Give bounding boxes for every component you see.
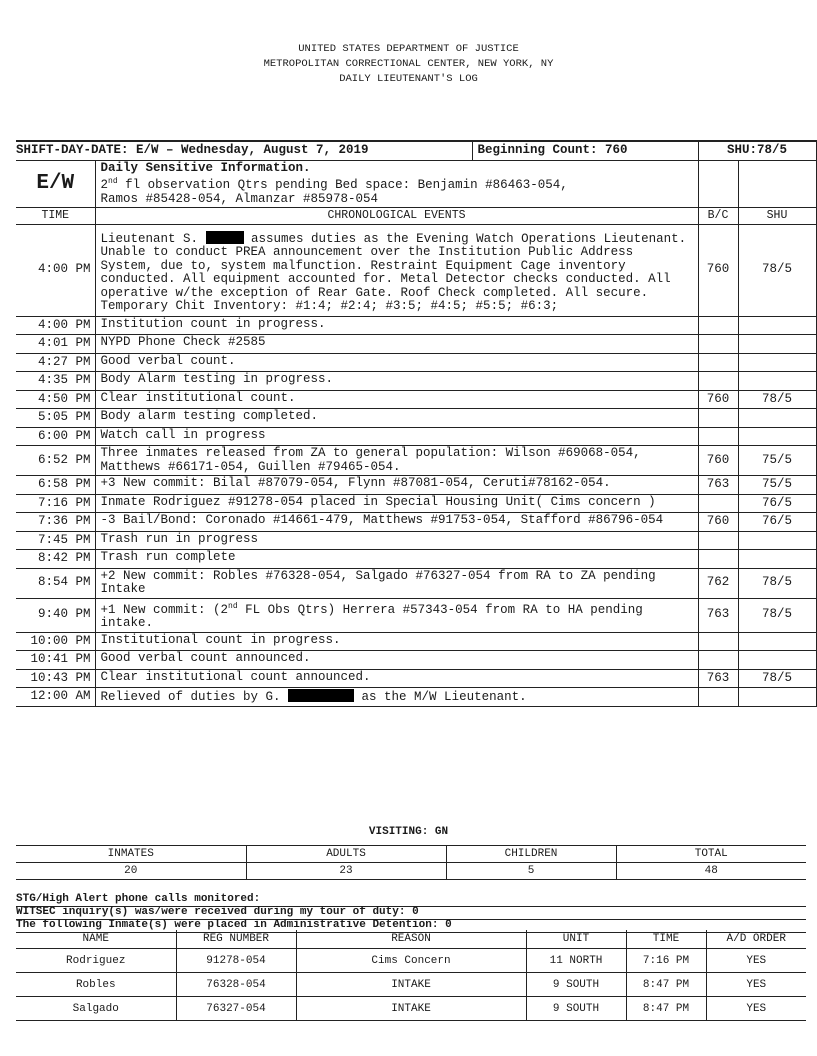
entry-text: Good verbal count. <box>95 353 698 372</box>
entry-text: Body Alarm testing in progress. <box>95 372 698 391</box>
entry-text: Institution count in progress. <box>95 316 698 335</box>
entry-time: 9:40 PM <box>16 598 95 632</box>
blank-cell <box>698 160 738 208</box>
log-entry <box>16 669 816 688</box>
entry-text: Body alarm testing completed. <box>95 409 698 428</box>
log-entry <box>16 651 816 670</box>
ad-cell: INTAKE <box>296 997 526 1021</box>
ad-cell: YES <box>706 973 806 997</box>
sensitive-info <box>95 160 698 208</box>
entry-bc <box>698 316 738 335</box>
entry-bc: 763 <box>698 598 738 632</box>
entry-time: 5:05 PM <box>16 409 95 428</box>
entry-bc: 760 <box>698 513 738 532</box>
entry-text: -3 Bail/Bond: Coronado #14661-479, Matthews #91753-054, Stafford #86796-054 <box>95 513 698 532</box>
shu-count: SHU:78/5 <box>698 141 816 160</box>
entry-bc <box>698 353 738 372</box>
entry-time: 7:45 PM <box>16 531 95 550</box>
log-entry <box>16 390 816 409</box>
entry-time: 7:36 PM <box>16 513 95 532</box>
shift-code: E/W <box>16 160 95 208</box>
entry-text-sup: nd <box>228 601 238 611</box>
ad-cell: 7:16 PM <box>626 949 706 973</box>
ad-cell: 76328-054 <box>176 973 296 997</box>
admin-detention-note: The following Inmate(s) were placed in Administrative Detention: 0 <box>16 919 806 933</box>
ad-header-row <box>16 930 806 949</box>
entry-bc <box>698 427 738 446</box>
entry-text: Clear institutional count announced. <box>95 669 698 688</box>
entry-bc: 763 <box>698 669 738 688</box>
entry-shu <box>738 372 816 391</box>
header-line-1: UNITED STATES DEPARTMENT OF JUSTICE <box>298 43 519 55</box>
entry-time: 4:50 PM <box>16 390 95 409</box>
entry-shu <box>738 688 816 707</box>
visiting-header: ADULTS <box>246 846 446 863</box>
log-entry <box>16 550 816 569</box>
visiting-header-row <box>16 846 806 863</box>
ad-cell: Robles <box>16 973 176 997</box>
col-bc: B/C <box>698 208 738 225</box>
entry-time: 7:16 PM <box>16 494 95 513</box>
entry-text: NYPD Phone Check #2585 <box>95 335 698 354</box>
entry-bc <box>698 409 738 428</box>
ad-cell: INTAKE <box>296 973 526 997</box>
entry-text-a: Lieutenant S. <box>100 231 199 246</box>
entry-time: 12:00 AM <box>16 688 95 707</box>
stg-note: STG/High Alert phone calls monitored: <box>16 893 806 907</box>
visiting-value: 48 <box>616 863 806 880</box>
entry-text-b: as the M/W Lieutenant. <box>354 690 527 705</box>
log-entry <box>16 427 816 446</box>
log-entry <box>16 632 816 651</box>
header-line-2: METROPOLITAN CORRECTIONAL CENTER, NEW YORK, NY <box>263 58 554 70</box>
chronological-log-table <box>16 140 817 707</box>
entry-shu: 75/5 <box>738 476 816 495</box>
entry-time: 6:52 PM <box>16 446 95 476</box>
ad-cell: 9 SOUTH <box>526 973 626 997</box>
admin-detention-table <box>16 930 806 1021</box>
entry-bc: 760 <box>698 390 738 409</box>
ad-cell: 11 NORTH <box>526 949 626 973</box>
visiting-header: TOTAL <box>616 846 806 863</box>
ad-cell: 76327-054 <box>176 997 296 1021</box>
entry-shu <box>738 335 816 354</box>
ad-cell: Rodriguez <box>16 949 176 973</box>
ad-header: TIME <box>626 930 706 949</box>
entry-text-b: assumes duties as the Evening Watch Operations Lieutenant. Unable to conduct PREA announcement over the Institution Public Address System, due to, system malfunction. Restraint Equipment Cage inventory conducted. All equipment accounted for. Metal Detector checks conducted. All operative w/the exception of Rear Gate. Roof Check completed. All secure. Temporary Chit Inventory: #1:4; #2:4; #3:5; #4:5; #5:5; #6:3; <box>100 231 687 314</box>
entry-text: +3 New commit: Bilal #87079-054, Flynn #87081-054, Ceruti#78162-054. <box>95 476 698 495</box>
entry-shu <box>738 353 816 372</box>
entry-shu: 76/5 <box>738 494 816 513</box>
entry-shu: 75/5 <box>738 446 816 476</box>
visiting-title: VISITING: GN <box>368 826 449 838</box>
log-entry <box>16 353 816 372</box>
entry-shu <box>738 550 816 569</box>
ad-cell: YES <box>706 997 806 1021</box>
entry-text: Trash run in progress <box>95 531 698 550</box>
sensitive-line-2: Ramos #85428-054, Almanzar #85978-054 <box>100 191 379 206</box>
entry-bc <box>698 688 738 707</box>
visiting-value: 23 <box>246 863 446 880</box>
visiting-value: 5 <box>446 863 616 880</box>
entry-text <box>95 598 698 632</box>
entry-time: 10:41 PM <box>16 651 95 670</box>
entry-shu <box>738 632 816 651</box>
blank-cell <box>738 160 816 208</box>
entry-shu: 78/5 <box>738 598 816 632</box>
column-header-row <box>16 208 816 225</box>
entry-text: Three inmates released from ZA to general population: Wilson #69068-054, Matthews #66171-054, Guillen #79465-054. <box>95 446 698 476</box>
entry-bc <box>698 632 738 651</box>
ad-cell: 9 SOUTH <box>526 997 626 1021</box>
ad-row <box>16 997 806 1021</box>
entry-time: 10:00 PM <box>16 632 95 651</box>
entry-time: 4:00 PM <box>16 224 95 316</box>
log-entry <box>16 476 816 495</box>
entry-text: Watch call in progress <box>95 427 698 446</box>
entry-bc: 760 <box>698 224 738 316</box>
entry-time: 4:35 PM <box>16 372 95 391</box>
log-entry <box>16 531 816 550</box>
entry-text <box>95 224 698 316</box>
visiting-header: CHILDREN <box>446 846 616 863</box>
visiting-table <box>16 845 806 880</box>
entry-text: Inmate Rodriguez #91278-054 placed in Special Housing Unit( Cims concern ) <box>95 494 698 513</box>
entry-bc <box>698 372 738 391</box>
entry-shu: 78/5 <box>738 669 816 688</box>
entry-text: Good verbal count announced. <box>95 651 698 670</box>
entry-shu: 78/5 <box>738 390 816 409</box>
entry-shu <box>738 651 816 670</box>
entry-shu <box>738 427 816 446</box>
log-entry <box>16 494 816 513</box>
log-entry <box>16 568 816 598</box>
entry-time: 4:27 PM <box>16 353 95 372</box>
entry-shu: 78/5 <box>738 568 816 598</box>
col-events: CHRONOLOGICAL EVENTS <box>95 208 698 225</box>
ad-cell: 91278-054 <box>176 949 296 973</box>
entry-shu <box>738 531 816 550</box>
log-entry <box>16 224 816 316</box>
entry-time: 4:00 PM <box>16 316 95 335</box>
ad-row <box>16 949 806 973</box>
entry-text <box>95 688 698 707</box>
redaction-block <box>206 231 244 244</box>
log-entry <box>16 598 816 632</box>
entry-time: 4:01 PM <box>16 335 95 354</box>
ad-cell: Cims Concern <box>296 949 526 973</box>
ad-cell: 8:47 PM <box>626 973 706 997</box>
entry-text-b: FL Obs Qtrs) Herrera #57343-054 from RA to HA pending intake. <box>100 602 643 631</box>
ad-cell: Salgado <box>16 997 176 1021</box>
log-entry <box>16 316 816 335</box>
visiting-value: 20 <box>16 863 246 880</box>
ad-header: UNIT <box>526 930 626 949</box>
entry-text: Trash run complete <box>95 550 698 569</box>
entry-shu: 76/5 <box>738 513 816 532</box>
ad-header: REASON <box>296 930 526 949</box>
entry-shu <box>738 409 816 428</box>
entry-bc <box>698 494 738 513</box>
visiting-value-row <box>16 863 806 880</box>
entry-bc: 763 <box>698 476 738 495</box>
beginning-count: Beginning Count: 760 <box>472 141 698 160</box>
entry-bc <box>698 335 738 354</box>
log-entry <box>16 409 816 428</box>
witsec-note: WITSEC inquiry(s) was/were received during my tour of duty: 0 <box>16 906 806 920</box>
entry-bc <box>698 550 738 569</box>
log-entry <box>16 688 816 707</box>
entry-bc: 762 <box>698 568 738 598</box>
entry-time: 6:00 PM <box>16 427 95 446</box>
entry-text: Institutional count in progress. <box>95 632 698 651</box>
ad-header: A/D ORDER <box>706 930 806 949</box>
entry-text: +2 New commit: Robles #76328-054, Salgado #76327-054 from RA to ZA pending Intake <box>95 568 698 598</box>
sensitive-line-1 <box>101 175 693 193</box>
sensitive-line-1-sup: nd <box>108 177 118 186</box>
entry-text-a: Relieved of duties by G. <box>100 690 281 705</box>
sensitive-title: Daily Sensitive Information. <box>100 160 311 175</box>
document-header <box>0 42 817 87</box>
ad-header: REG NUMBER <box>176 930 296 949</box>
entry-bc <box>698 651 738 670</box>
ad-cell: YES <box>706 949 806 973</box>
entry-shu <box>738 316 816 335</box>
visiting-header: INMATES <box>16 846 246 863</box>
entry-time: 8:42 PM <box>16 550 95 569</box>
header-line-3: DAILY LIEUTENANT'S LOG <box>339 73 478 85</box>
entry-bc: 760 <box>698 446 738 476</box>
sensitive-info-row <box>16 160 816 208</box>
log-entry <box>16 513 816 532</box>
sensitive-line-1-a: 2 <box>100 178 109 193</box>
entry-time: 8:54 PM <box>16 568 95 598</box>
log-entry <box>16 372 816 391</box>
entry-time: 6:58 PM <box>16 476 95 495</box>
entry-bc <box>698 531 738 550</box>
col-shu: SHU <box>738 208 816 225</box>
shift-row <box>16 141 816 160</box>
entry-time: 10:43 PM <box>16 669 95 688</box>
ad-cell: 8:47 PM <box>626 997 706 1021</box>
sensitive-line-1-b: fl observation Qtrs pending Bed space: Benjamin #86463-054, <box>117 178 568 193</box>
entry-text: Clear institutional count. <box>95 390 698 409</box>
log-entry <box>16 446 816 476</box>
ad-header: NAME <box>16 930 176 949</box>
redaction-block <box>288 689 354 702</box>
shift-day-date: SHIFT-DAY-DATE: E/W – Wednesday, August 7, 2019 <box>16 141 472 160</box>
ad-row <box>16 973 806 997</box>
log-entry <box>16 335 816 354</box>
col-time: TIME <box>16 208 95 225</box>
entry-shu: 78/5 <box>738 224 816 316</box>
entry-text-a: +1 New commit: (2 <box>100 602 229 617</box>
